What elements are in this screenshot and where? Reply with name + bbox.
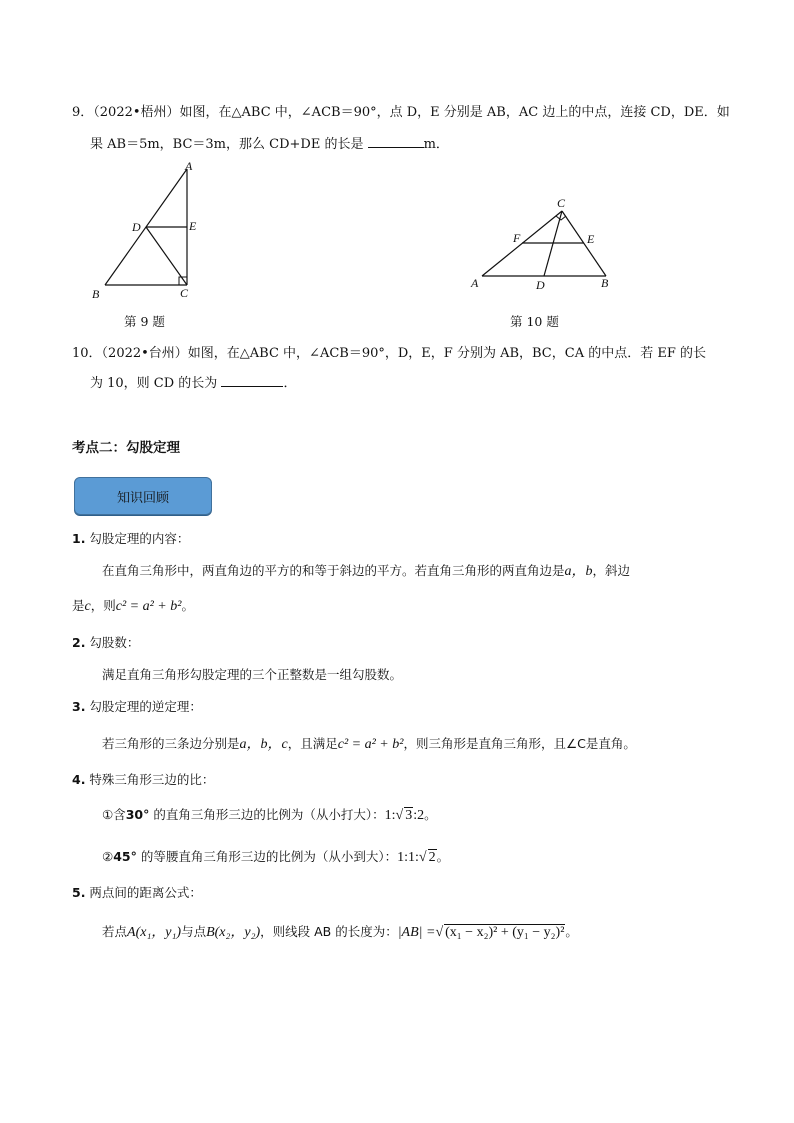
label-D: D (132, 220, 141, 234)
item-2-heading (72, 633, 139, 651)
sub2-text: 的等腰直角三角形三边的比例为（从小到大）： (136, 849, 398, 864)
item-title: 勾股数： (85, 635, 140, 650)
sub1-prefix: ①含 (102, 807, 126, 822)
sub2-prefix: ② (102, 849, 114, 864)
label-C: C (557, 196, 566, 210)
section-title: 考点二：勾股定理 (72, 440, 180, 456)
item-5-body (102, 921, 578, 941)
ratio-part: :2 (413, 808, 425, 823)
item-5-end: 。 (565, 924, 578, 939)
question-10-line2 (90, 373, 296, 394)
label-B: B (92, 287, 100, 301)
question-9-unit: m． (423, 137, 449, 152)
sub1-angle: 30° (125, 807, 150, 822)
point-B: B(x₂，y₂) (206, 925, 261, 940)
answer-blank-10[interactable] (221, 373, 283, 387)
item-1-vars: a，b (564, 564, 593, 579)
item-1-mid: ，则 (90, 598, 116, 613)
figure-9-triangle (80, 158, 210, 308)
item-4-heading (72, 770, 214, 788)
sub2-angle: 45° (113, 849, 137, 864)
sub2-end: 。 (436, 849, 450, 864)
item-1-tail: ，斜边 (592, 563, 631, 578)
label-E: E (189, 219, 197, 233)
pythagorean-formula: c² = a² + b² (115, 599, 182, 614)
item-3-vars: a，b，c (239, 737, 288, 752)
knowledge-review-button[interactable]: 知识回顾 (74, 477, 212, 515)
sqrt-symbol: √ (435, 925, 444, 940)
question-9-line1: 9．（2022•梧州）如图，在△ABC 中，∠ACB＝90°，点 D，E 分别是 AB，AC 边上的中点，连接 CD，DE．如 (72, 105, 730, 120)
radicand: 3 (405, 808, 413, 823)
item-2-body: 满足直角三角形勾股定理的三个正整数是一组勾股数。 (102, 667, 403, 682)
item-1-text: 在直角三角形中，两直角边的平方的和等于斜边的平方。若直角三角形的两直角边是 (102, 563, 565, 578)
item-5-heading (72, 883, 202, 901)
item-title: 两点间的距离公式： (85, 885, 202, 900)
label-B: B (601, 276, 609, 290)
label-E: E (587, 232, 595, 246)
ratio-part: 1:1: (397, 850, 419, 865)
item-3-mid: ，且满足 (287, 736, 338, 751)
label-C: C (180, 286, 189, 300)
item-title: 勾股定理的内容： (85, 531, 190, 546)
sub1-end: 。 (424, 807, 437, 822)
item-1-end: 。 (181, 598, 194, 613)
label-A: A (185, 159, 193, 173)
question-10-end: ． (283, 376, 297, 391)
ratio-part: 1: (384, 808, 396, 823)
question-9-line2 (90, 134, 449, 155)
item-number: 3. (72, 699, 86, 714)
ratio-30-60-90 (385, 808, 424, 823)
item-1-text2: 是 (72, 598, 85, 613)
item-3-body (102, 733, 636, 753)
item-3-end: ，则三角形是直角三角形，且∠C是直角。 (403, 736, 636, 751)
label-F: F (513, 231, 521, 245)
ratio-45-45-90 (397, 850, 436, 865)
item-1-var-c: c (84, 599, 91, 614)
item-number: 2. (72, 635, 86, 650)
radicand: 2 (428, 850, 436, 865)
question-10-line1: 10．（2022•台州）如图，在△ABC 中，∠ACB＝90°，D，E，F 分别为 AB，BC，CA 的中点．若 EF 的长 (72, 346, 706, 361)
sub1-text: 的直角三角形三边的比例为（从小打大）： (149, 807, 385, 822)
label-A: A (471, 276, 479, 290)
question-9-text: 果 AB＝5m，BC＝3m，那么 CD+DE 的长是 (90, 137, 368, 152)
sqrt-symbol: √ (418, 850, 427, 865)
item-1-body-line2 (72, 596, 194, 615)
figure-9-caption: 第 9 题 (124, 314, 165, 329)
label-D: D (536, 278, 545, 292)
point-A: A(x₁，y₁) (127, 925, 182, 940)
item-4-sub2 (102, 847, 449, 866)
item-number: 4. (72, 772, 86, 787)
item-5-mid: 与点 (181, 924, 207, 939)
item-4-sub1 (102, 805, 437, 824)
distance-radicand: (x₁ − x₂)² + (y₁ − y₂)² (445, 925, 565, 940)
converse-formula: c² = a² + b² (337, 737, 404, 752)
item-3-heading (72, 697, 202, 715)
item-title: 勾股定理的逆定理： (85, 699, 202, 714)
answer-blank-9[interactable] (368, 134, 424, 148)
segment-CD (146, 227, 187, 285)
item-number: 5. (72, 885, 86, 900)
distance-lhs: |AB| = (397, 925, 436, 940)
item-number: 1. (72, 531, 86, 546)
item-title: 特殊三角形三边的比： (85, 772, 215, 787)
question-10-text: 为 10，则 CD 的长为 (90, 376, 222, 391)
figure-10-caption: 第 10 题 (510, 314, 559, 329)
item-5-text: 若点 (102, 924, 128, 939)
sqrt-symbol: √ (395, 808, 404, 823)
item-3-text: 若三角形的三条边分别是 (102, 736, 240, 751)
item-1-body-line1 (102, 560, 630, 580)
item-1-heading (72, 529, 189, 547)
item-5-mid2: ，则线段 AB 的长度为： (260, 924, 398, 939)
figure-10-triangle (466, 192, 626, 292)
